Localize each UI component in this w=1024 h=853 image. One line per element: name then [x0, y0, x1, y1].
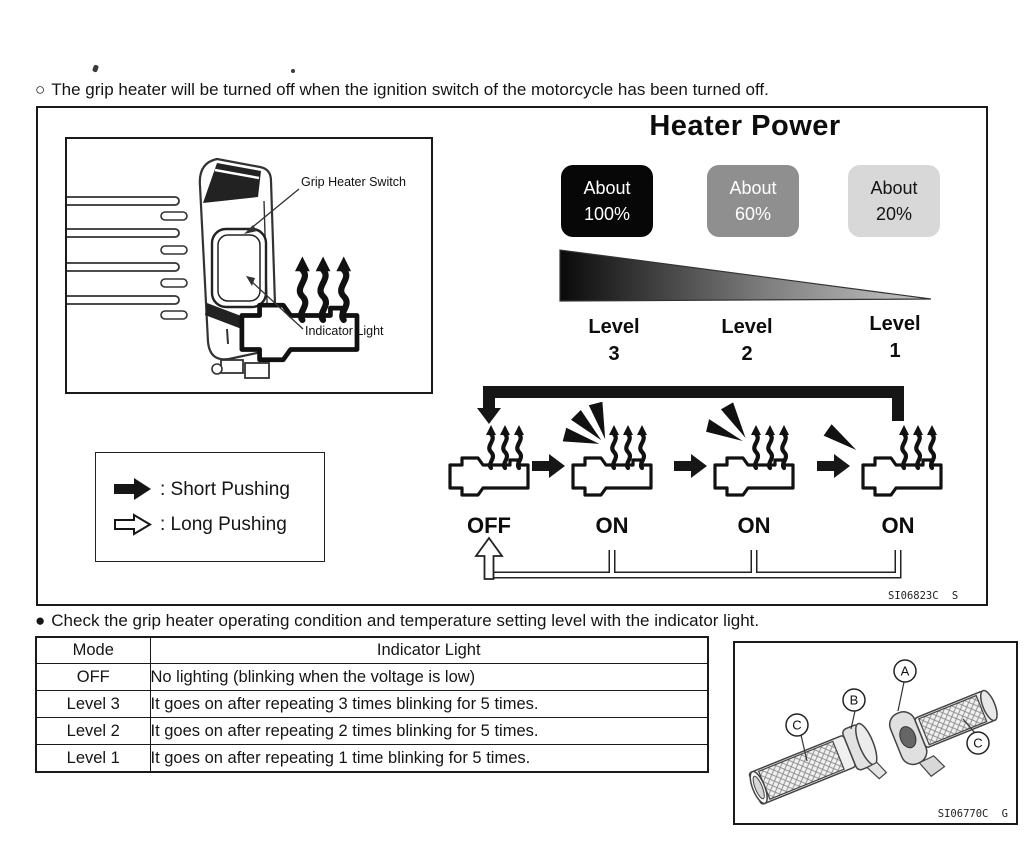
long-push-arrow-icon — [114, 513, 152, 536]
left-heated-grip — [745, 721, 888, 819]
indicator-callout-label: Indicator Light — [305, 324, 384, 338]
power-box-20 — [848, 165, 940, 237]
level-label-2 — [701, 314, 793, 368]
figure-code: SI06823C S — [888, 590, 959, 602]
part-label-b — [843, 689, 865, 711]
legend-long-label: : Long Pushing — [160, 513, 287, 535]
grip-heater-icon-level1 — [863, 425, 941, 495]
switch-illustration — [67, 139, 431, 392]
short-push-arrow-icon — [114, 478, 152, 501]
table-row — [36, 691, 708, 718]
figure-code: SI06770C G — [937, 808, 1008, 820]
mode-cell: Level 1 — [36, 745, 150, 773]
state-label-on-1: ON — [881, 513, 915, 538]
switch-callout-label: Grip Heater Switch — [301, 175, 406, 189]
table-row — [36, 718, 708, 745]
level-word: Level — [721, 316, 773, 338]
long-push-return-path — [476, 538, 898, 579]
table-header-mode: Mode — [36, 637, 150, 664]
circle-bullet-icon: ○ — [35, 80, 46, 99]
power-box-60 — [707, 165, 799, 237]
level-label-1 — [849, 311, 941, 365]
handlebar-grip-lines — [67, 197, 187, 319]
right-heated-grip — [886, 678, 1011, 784]
dot-bullet-icon: ● — [35, 611, 46, 630]
figure-title: Heater Power — [649, 110, 841, 142]
mode-cell: Level 2 — [36, 718, 150, 745]
grip-heater-switch-button — [212, 229, 266, 307]
cycle-back-path — [477, 392, 898, 424]
power-box-percent: 20% — [875, 204, 913, 224]
level-number: 3 — [608, 343, 620, 365]
table-header-indicator-light: Indicator Light — [150, 637, 708, 664]
power-box-about: About — [870, 178, 918, 198]
state-label-on-2: ON — [737, 513, 771, 538]
grip-parts-figure — [733, 641, 1018, 825]
part-letter: C — [792, 717, 802, 733]
description-cell: No lighting (blinking when the voltage is low) — [150, 664, 708, 691]
part-letter: C — [973, 735, 983, 751]
table-row — [36, 745, 708, 773]
power-gradient-triangle — [559, 249, 935, 305]
legend-short-label: : Short Pushing — [160, 478, 290, 500]
check-note — [35, 611, 759, 631]
grip-parts-illustration — [735, 643, 1012, 819]
indicator-table — [35, 636, 709, 773]
power-box-percent: 100% — [583, 204, 631, 224]
top-note — [35, 80, 769, 100]
part-label-a — [894, 660, 916, 682]
mode-cell: OFF — [36, 664, 150, 691]
heater-power-figure — [36, 106, 988, 606]
legend-short-push — [114, 478, 324, 501]
grip-heater-icon-off — [450, 425, 528, 495]
level-number: 1 — [889, 340, 901, 362]
power-box-about: About — [583, 178, 631, 198]
mode-cell: Level 3 — [36, 691, 150, 718]
description-cell: It goes on after repeating 1 time blinking for 5 times. — [150, 745, 708, 773]
level-word: Level — [588, 316, 640, 338]
part-letter: B — [849, 692, 859, 708]
power-box-100 — [561, 165, 653, 237]
level-number: 2 — [741, 343, 753, 365]
description-cell: It goes on after repeating 2 times blinking for 5 times. — [150, 718, 708, 745]
state-label-off: OFF — [467, 513, 511, 538]
power-box-about: About — [729, 178, 777, 198]
part-label-c-left — [786, 714, 808, 736]
check-note-text: Check the grip heater operating condition and temperature setting level with the indicator light. — [51, 611, 760, 630]
state-label-on-3: ON — [595, 513, 629, 538]
short-push-arrow — [532, 454, 565, 478]
blink-burst-1 — [824, 424, 857, 450]
scan-artifact — [291, 69, 295, 73]
part-label-c-right — [967, 732, 989, 754]
part-letter: A — [900, 663, 910, 679]
table-row — [36, 664, 708, 691]
blink-burst-2 — [706, 402, 745, 441]
mode-cycle-diagram — [442, 376, 987, 604]
level-label-3 — [568, 314, 660, 368]
description-cell: It goes on after repeating 3 times blinking for 5 times. — [150, 691, 708, 718]
blink-burst-3 — [563, 402, 606, 444]
top-note-text: The grip heater will be turned off when the ignition switch of the motorcycle has been turned off. — [51, 80, 769, 99]
table-header-row — [36, 637, 708, 664]
short-push-arrow — [817, 454, 850, 478]
push-legend — [95, 452, 325, 562]
grip-heater-switch-figure — [65, 137, 433, 394]
power-box-percent: 60% — [734, 204, 772, 224]
scan-artifact — [92, 64, 99, 72]
legend-long-push — [114, 513, 324, 536]
short-push-arrow — [674, 454, 707, 478]
level-word: Level — [869, 313, 921, 335]
grip-heater-icon-level3 — [573, 425, 651, 495]
